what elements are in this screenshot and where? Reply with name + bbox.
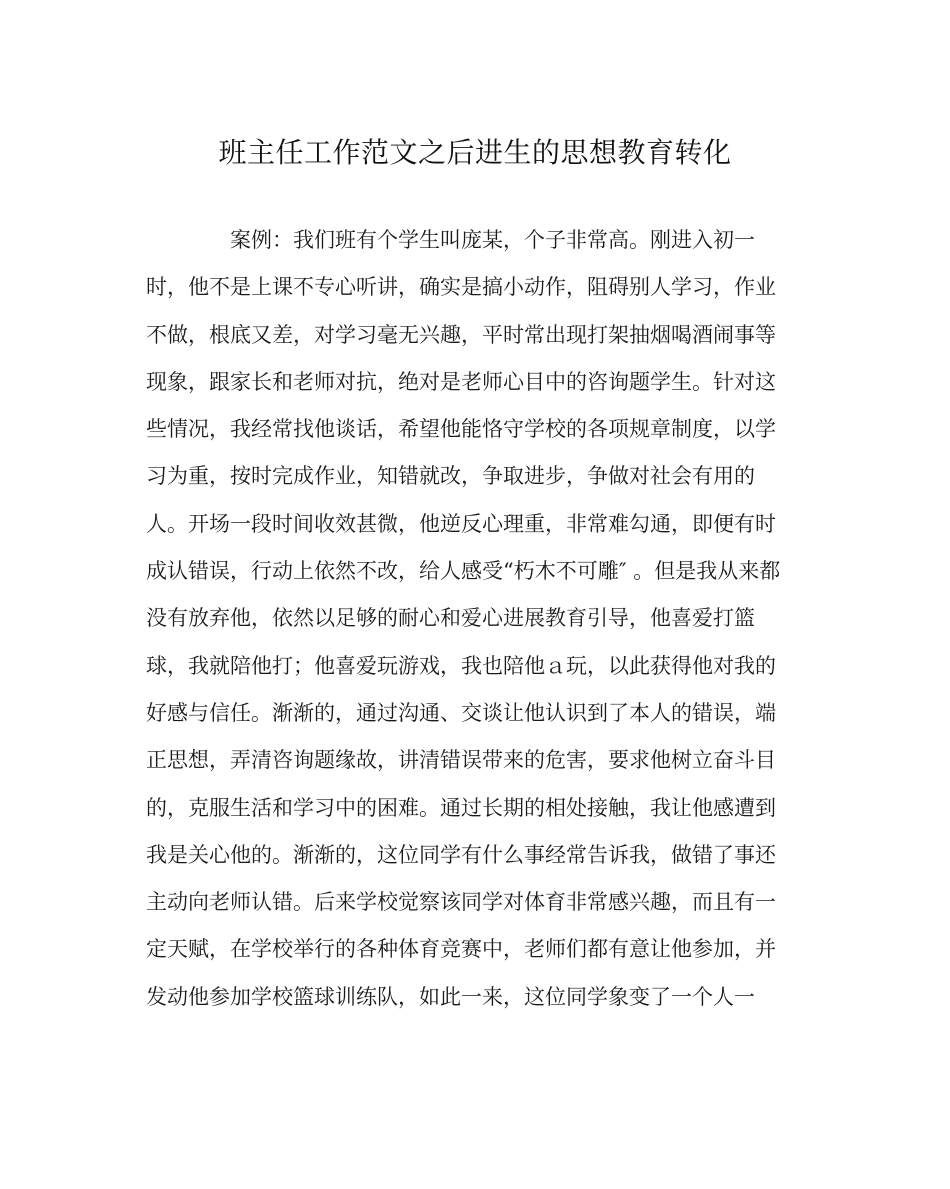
- document-title: 班主任工作范文之后进生的思想教育转化: [218, 136, 732, 169]
- paragraph-line: 不做，根底又差，对学习毫无兴趣，平时常出现打架抽烟喝酒闹事等: [146, 322, 776, 347]
- paragraph-line: 的，克服生活和学习中的困难。通过长期的相处接触，我让他感遭到: [146, 795, 776, 820]
- paragraph-line: 些情况，我经常找他谈话，希望他能恪守学校的各项规章制度，以学: [146, 417, 776, 442]
- paragraph-line: 没有放弃他，依然以足够的耐心和爱心进展教育引导，他喜爱打篮: [146, 606, 755, 631]
- paragraph-line: 成认错误，行动上依然不改，给人感受“朽木不可雕″ 。但是我从来都: [146, 559, 781, 584]
- paragraph-line: 定天赋，在学校举行的各种体育竞赛中，老师们都有意让他参加，并: [146, 937, 776, 962]
- paragraph-line: 正思想，弄清咨询题缘故，讲清错误带来的危害，要求他树立奋斗目: [146, 748, 776, 773]
- paragraph-line: 人。开场一段时间收效甚微，他逆反心理重，非常难勾通，即便有时: [146, 511, 776, 536]
- paragraph-line: 发动他参加学校篮球训练队，如此一来，这位同学象变了一个人一: [146, 984, 755, 1009]
- paragraph-line: 我是关心他的。渐渐的，这位同学有什么事经常告诉我，做错了事还: [146, 842, 776, 867]
- paragraph-line: 球，我就陪他打；他喜爱玩游戏，我也陪他ａ玩，以此获得他对我的: [146, 653, 776, 678]
- paragraph-line: 时，他不是上课不专心听讲，确实是搞小动作，阻碍别人学习，作业: [146, 275, 776, 300]
- document-body: [146, 217, 816, 1021]
- paragraph-line: 案例：我们班有个学生叫庞某，个子非常高。刚进入初一: [230, 228, 755, 252]
- paragraph-line: 好感与信任。渐渐的，通过沟通、交谈让他认识到了本人的错误，端: [146, 700, 776, 725]
- paragraph-line: 现象，跟家长和老师对抗，绝对是老师心目中的咨询题学生。针对这: [146, 369, 776, 394]
- paragraph-line: 主动向老师认错。后来学校觉察该同学对体育非常感兴趣，而且有一: [146, 890, 776, 915]
- paragraph-line: 习为重，按时完成作业，知错就改，争取进步，争做对社会有用的: [146, 464, 755, 489]
